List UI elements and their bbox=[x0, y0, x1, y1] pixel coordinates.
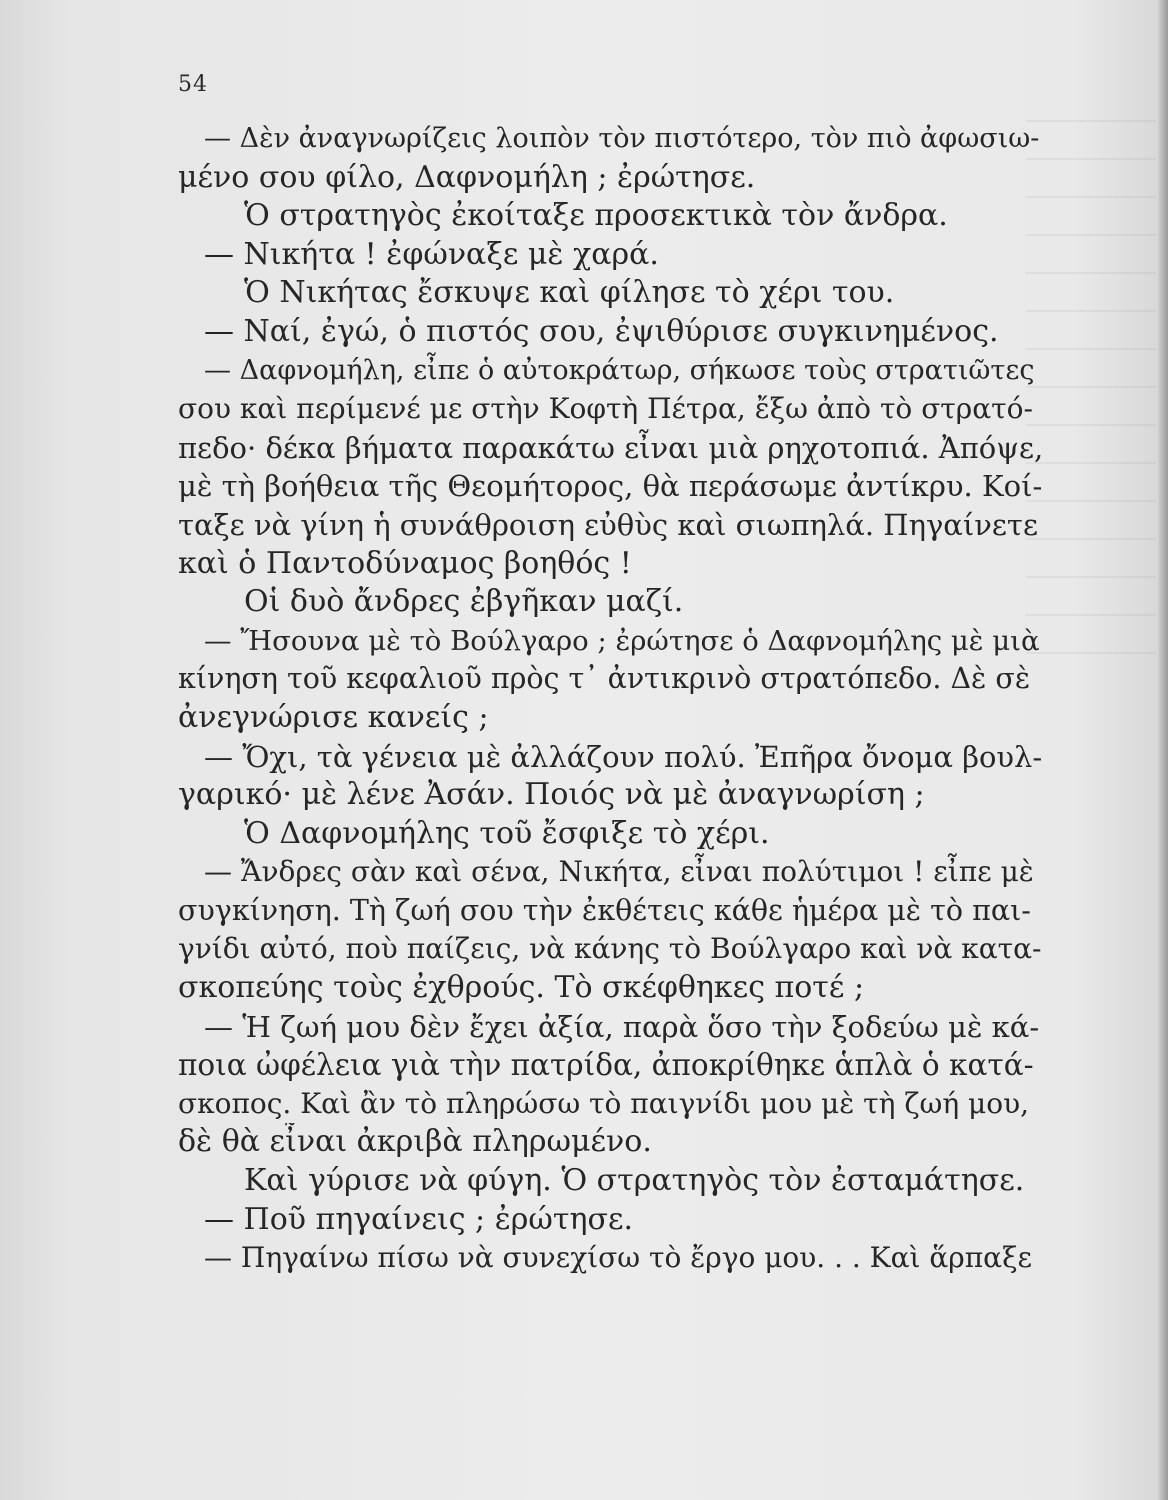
text-line: μένο σου φίλο, Δαφνομήλη ; ἐρώτησε. bbox=[178, 159, 756, 195]
text-line: γνίδι αὐτό, ποὺ παίζεις, νὰ κάνης τὸ Βούλγαρο καὶ νὰ κατα- bbox=[178, 932, 1042, 966]
text-line: σκοπος. Καὶ ἂν τὸ πληρώσω τὸ παιγνίδι μου μὲ τὴ ζωή μου, bbox=[178, 1086, 1029, 1120]
text-line: Ὁ Δαφνομήλης τοῦ ἔσφιξε τὸ χέρι. bbox=[244, 815, 770, 851]
text-line: — Ποῦ πηγαίνεις ; ἐρώτησε. bbox=[204, 1201, 634, 1237]
text-line: — Δαφνομήλη, εἶπε ὁ αὐτοκράτωρ, σήκωσε τοὺς στρατιῶτες bbox=[204, 354, 1035, 386]
text-line: δὲ θὰ εἶναι ἀκριβὰ πληρωμένο. bbox=[178, 1124, 652, 1160]
text-line: — Ναί, ἐγώ, ὁ πιστός σου, ἐψιθύρισε συγκινημένος. bbox=[204, 313, 999, 349]
body-text bbox=[178, 120, 1043, 1278]
bleed-through-shadow bbox=[1026, 120, 1156, 680]
text-line: — Ὄχι, τὰ γένεια μὲ ἀλλάζουν πολύ. Ἐπῆρα ὄνομα βουλ- bbox=[204, 739, 1043, 774]
page-edge bbox=[1158, 0, 1168, 1500]
text-line: — Ἤσουνα μὲ τὸ Βούλγαρο ; ἐρώτησε ὁ Δαφνομήλης μὲ μιὰ bbox=[204, 624, 1040, 657]
text-line: μὲ τὴ βοήθεια τῆς Θεομήτορος, θὰ περάσωμε ἀντίκρυ. Κοί- bbox=[178, 469, 1043, 504]
text-line: γαρικό· μὲ λένε Ἀσάν. Ποιός νὰ μὲ ἀναγνωρίση ; bbox=[178, 777, 925, 813]
text-line: ἀνεγνώρισε κανείς ; bbox=[178, 699, 489, 735]
text-line: σου καὶ περίμενέ με στὴν Κοφτὴ Πέτρα, ἔξω ἀπὸ τὸ στρατό- bbox=[178, 392, 1033, 426]
text-line: ποια ὠφέλεια γιὰ τὴν πατρίδα, ἀποκρίθηκε ἁπλὰ ὁ κατά- bbox=[178, 1048, 1034, 1083]
text-line: — Δὲν ἀναγνωρίζεις λοιπὸν τὸν πιστότερο, τὸν πιὸ ἀφωσιω- bbox=[204, 123, 1040, 154]
text-line: Καὶ γύρισε νὰ φύγη. Ὁ στρατηγὸς τὸν ἐσταμάτησε. bbox=[244, 1163, 1025, 1199]
text-line: κίνηση τοῦ κεφαλιοῦ πρὸς τ᾿ ἀντικρινὸ στρατόπεδο. Δὲ σὲ bbox=[178, 662, 1031, 696]
text-line: καὶ ὁ Παντοδύναμος βοηθός ! bbox=[178, 545, 632, 581]
text-line: Ὁ Νικήτας ἔσκυψε καὶ φίλησε τὸ χέρι του. bbox=[244, 275, 895, 311]
text-line: πεδο· δέκα βήματα παρακάτω εἶναι μιὰ ρηχοτοπιά. Ἀπόψε, bbox=[178, 430, 1043, 465]
text-line: — Ἄνδρες σὰν καὶ σένα, Νικήτα, εἶναι πολύτιμοι ! εἶπε μὲ bbox=[204, 855, 1034, 889]
text-line: ταξε νὰ γίνη ἡ συνάθροιση εὐθὺς καὶ σιωπηλά. Πηγαίνετε bbox=[178, 507, 1038, 542]
text-line: Ὁ στρατηγὸς ἐκοίταξε προσεκτικὰ τὸν ἄνδρα. bbox=[244, 198, 948, 234]
page-number: 54 bbox=[178, 72, 208, 97]
text-line: — Ἡ ζωή μου δὲν ἔχει ἀξία, παρὰ ὅσο τὴν ξοδεύω μὲ κά- bbox=[204, 1009, 1040, 1044]
text-line: συγκίνηση. Τὴ ζωή σου τὴν ἐκθέτεις κάθε ἡμέρα μὲ τὸ παι- bbox=[178, 893, 1031, 927]
text-line: σκοπεύης τοὺς ἐχθρούς. Τὸ σκέφθηκες ποτέ ; bbox=[178, 970, 865, 1006]
text-line: Οἱ δυὸ ἄνδρες ἐβγῆκαν μαζί. bbox=[244, 584, 684, 620]
text-line: — Νικήτα ! ἐφώναξε μὲ χαρά. bbox=[204, 236, 659, 272]
text-line: — Πηγαίνω πίσω νὰ συνεχίσω τὸ ἔργο μου. . . Καὶ ἅρπαξε bbox=[204, 1241, 1032, 1275]
